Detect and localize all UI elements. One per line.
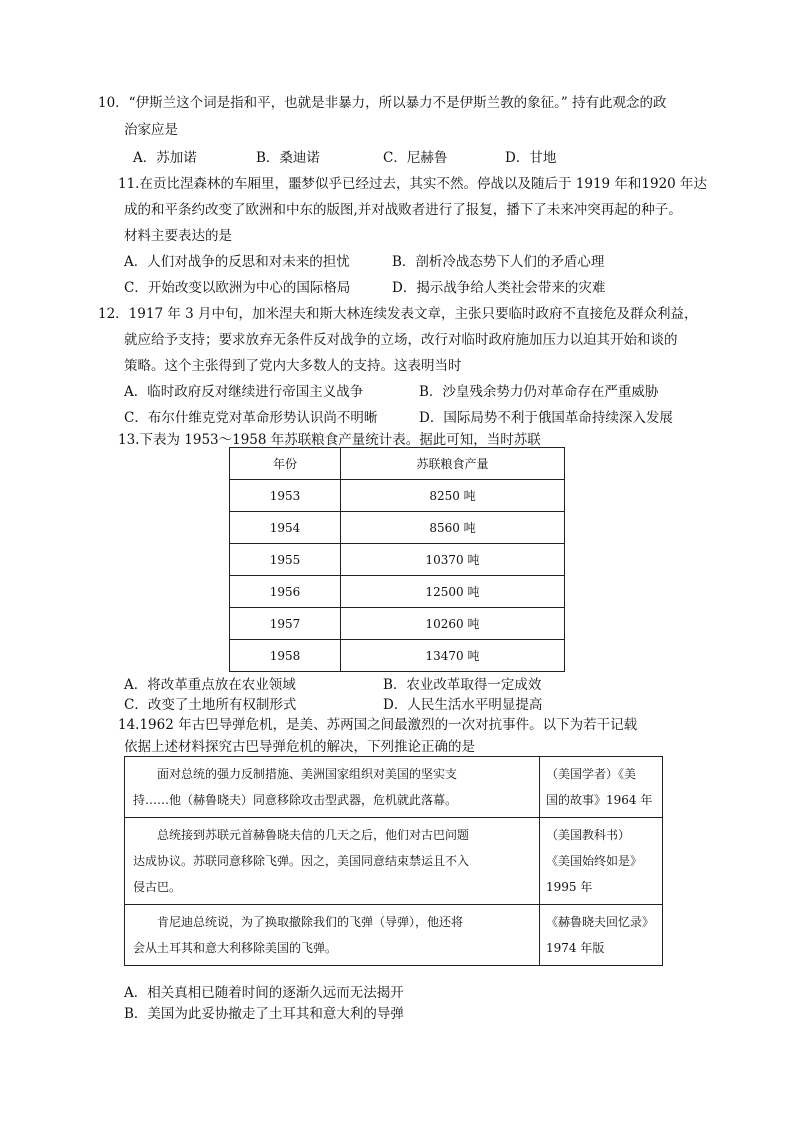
q10-line1: 10．“伊斯兰这个词是指和平，也就是非暴力，所以暴力不是伊斯兰教的象征。” 持有此观念的政: [98, 95, 667, 111]
year-cell: 1955: [230, 544, 341, 576]
source-line: 国的故事》1964 年: [546, 793, 653, 807]
q12-line2: 就应给予支持；要求放弃无条件反对战争的立场，改行对临时政府施加压力以迫其开始和谈的: [124, 332, 678, 348]
source-line: 《赫鲁晓夫回忆录》: [546, 915, 655, 929]
output-cell: 8250 吨: [341, 480, 565, 512]
q10-line2: 治家应是: [124, 122, 178, 138]
header-year: 年份: [230, 448, 341, 480]
table-row: [230, 544, 565, 576]
table-row: [230, 480, 565, 512]
q13-stem: 13.下表为 1953～1958 年苏联粮食产量统计表。据此可知，当时苏联: [118, 432, 541, 448]
q14-line1: 14.1962 年古巴导弹危机，是美、苏两国之间最激烈的一次对抗事件。以下为若干记载: [118, 717, 638, 733]
q14-line2: 依据上述材料探究古巴导弹危机的解决，下列推论正确的是: [124, 739, 475, 755]
year-cell: 1954: [230, 512, 341, 544]
source-line: （美国教科书）: [546, 828, 631, 842]
q13-option-c: C．改变了土地所有权制形式: [124, 697, 297, 713]
source-line: 1995 年: [546, 880, 593, 894]
grain-table: [229, 447, 565, 672]
year-cell: 1958: [230, 640, 341, 672]
record-text: [125, 905, 540, 966]
q11-line2: 成的和平条约改变了欧洲和中东的版图,并对战败者进行了报复，播下了未来冲突再起的种子。: [124, 202, 682, 218]
year-cell: 1956: [230, 576, 341, 608]
q12-line3: 策略。这个主张得到了党内大多数人的支持。这表明当时: [124, 358, 462, 374]
table-row: [230, 576, 565, 608]
records-table: [124, 756, 663, 966]
record-line: 肯尼迪总统说，为了换取撤除我们的飞弹（导弹），他还将: [157, 915, 464, 929]
q12-option-b: B．沙皇残余势力仍对革命存在严重威胁: [419, 384, 659, 400]
header-output: 苏联粮食产量: [341, 448, 565, 480]
table-row: [230, 512, 565, 544]
q12-option-a: A．临时政府反对继续进行帝国主义战争: [124, 384, 364, 400]
table-row: [230, 608, 565, 640]
table-row: [125, 818, 663, 905]
source-line: 1974 年版: [546, 941, 605, 955]
q10-option-a: A．苏加诺: [133, 150, 197, 166]
output-cell: 10260 吨: [341, 608, 565, 640]
q13-option-b: B．农业改革取得一定成效: [383, 677, 542, 693]
record-line: 总统接到苏联元首赫鲁晓夫信的几天之后，他们对古巴问题: [157, 828, 470, 842]
q11-option-a: A．人们对战争的反思和对未来的担忧: [124, 254, 350, 270]
q11-line1: 11.在贡比涅森林的车厢里，噩梦似乎已经过去，其实不然。停战以及随后于 1919 年和1920 年达: [118, 176, 708, 192]
record-text: [125, 818, 540, 905]
record-line: 持……他（赫鲁晓夫）同意移除攻击型武器，危机就此落幕。: [133, 793, 458, 807]
output-cell: 8560 吨: [341, 512, 565, 544]
record-source: [540, 818, 663, 905]
q11-option-c: C．开始改变以欧洲为中心的国际格局: [124, 280, 351, 296]
record-source: [540, 905, 663, 966]
q10-option-d: D．甘地: [505, 150, 557, 166]
table-row: [125, 905, 663, 966]
q11-option-d: D．揭示战争给人类社会带来的灾难: [392, 280, 606, 296]
year-cell: 1957: [230, 608, 341, 640]
output-cell: 12500 吨: [341, 576, 565, 608]
q11-option-b: B．剖析冷战态势下人们的矛盾心理: [392, 254, 605, 270]
q11-line3: 材料主要表达的是: [124, 228, 232, 244]
q14-option-a: A．相关真相已随着时间的逐渐久远而无法揭开: [124, 985, 404, 1001]
record-text: [125, 757, 540, 818]
q14-option-b: B．美国为此妥协撤走了土耳其和意大利的导弹: [124, 1006, 404, 1022]
record-line: 面对总统的强力反制措施、美洲国家组织对美国的坚实支: [157, 767, 458, 781]
source-line: 《美国始终如是》: [546, 854, 643, 868]
q12-option-d: D．国际局势不利于俄国革命持续深入发展: [419, 410, 673, 426]
table-row: [230, 640, 565, 672]
table-row: [125, 757, 663, 818]
source-line: （美国学者）《美: [546, 767, 637, 781]
record-line: 侵古巴。: [133, 880, 182, 894]
year-cell: 1953: [230, 480, 341, 512]
q13-option-a: A．将改革重点放在农业领域: [124, 677, 296, 693]
q10-option-b: B．桑迪诺: [256, 150, 320, 166]
record-source: [540, 757, 663, 818]
q12-option-c: C．布尔什维克党对革命形势认识尚不明晰: [124, 410, 378, 426]
record-line: 达成协议。苏联同意移除飞弹。因之，美国同意结束禁运且不入: [133, 854, 470, 868]
output-cell: 10370 吨: [341, 544, 565, 576]
output-cell: 13470 吨: [341, 640, 565, 672]
q12-line1: 12．1917 年 3 月中旬，加米涅夫和斯大林连续发表文章，主张只要临时政府不直接危及群众利益，: [98, 306, 698, 322]
q13-option-d: D．人民生活水平明显提高: [383, 697, 543, 713]
record-line: 会从土耳其和意大利移除美国的飞弹。: [133, 941, 338, 955]
q10-option-c: C．尼赫鲁: [383, 150, 448, 166]
table-header-row: [230, 448, 565, 480]
